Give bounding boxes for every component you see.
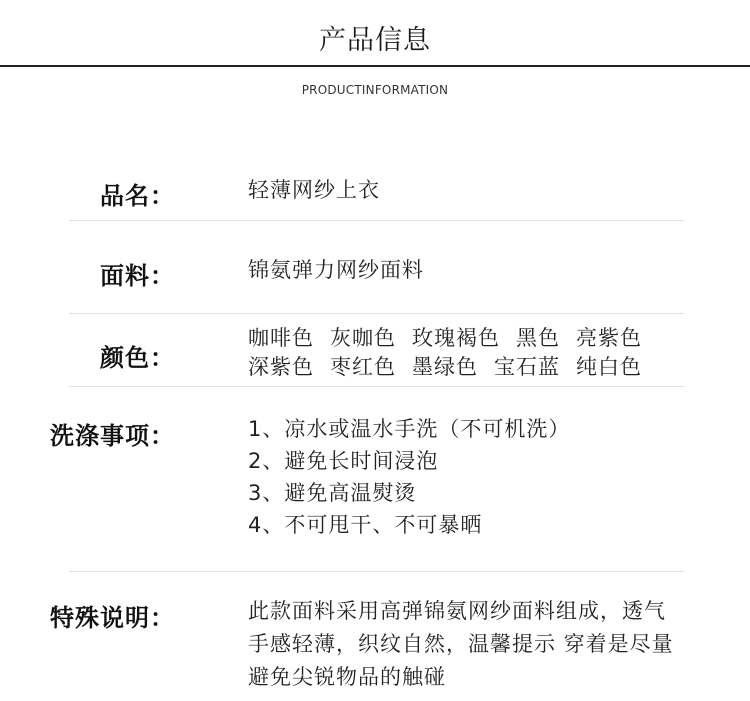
note-label: 特殊说明： bbox=[50, 604, 175, 632]
color-option: 宝石蓝 bbox=[494, 355, 560, 379]
row-divider bbox=[69, 571, 684, 572]
page-subtitle: PRODUCTINFORMATION bbox=[301, 83, 449, 97]
color-option: 玫瑰褐色 bbox=[412, 326, 500, 350]
color-option: 枣红色 bbox=[330, 355, 396, 379]
row-divider bbox=[69, 386, 684, 387]
name-value: 轻薄网纱上衣 bbox=[248, 178, 380, 202]
fabric-label: 面料： bbox=[100, 262, 175, 290]
color-line-2 bbox=[248, 353, 642, 382]
color-option: 纯白色 bbox=[576, 355, 642, 379]
row-divider bbox=[69, 313, 684, 314]
page-title: 产品信息 bbox=[319, 25, 431, 56]
color-option: 黑色 bbox=[516, 326, 560, 350]
note-line: 避免尖锐物品的触碰 bbox=[248, 665, 446, 689]
care-item: 3、避免高温熨烫 bbox=[248, 481, 417, 505]
color-option: 咖啡色 bbox=[248, 326, 314, 350]
care-list bbox=[248, 413, 570, 541]
care-label: 洗涤事项： bbox=[50, 422, 175, 450]
row-divider bbox=[69, 220, 684, 221]
color-option: 墨绿色 bbox=[412, 355, 478, 379]
care-item: 4、不可甩干、不可暴晒 bbox=[248, 513, 483, 537]
fabric-value: 锦氨弹力网纱面料 bbox=[248, 258, 424, 282]
note-line: 手感轻薄，织纹自然，温馨提示 穿着是尽量 bbox=[248, 632, 674, 656]
name-label: 品名： bbox=[100, 182, 175, 210]
title-divider bbox=[0, 65, 750, 67]
color-option: 亮紫色 bbox=[576, 326, 642, 350]
note-text bbox=[248, 595, 708, 694]
color-label: 颜色： bbox=[100, 344, 175, 372]
color-line-1 bbox=[248, 324, 642, 353]
care-item: 2、避免长时间浸泡 bbox=[248, 449, 439, 473]
care-item: 1、凉水或温水手洗（不可机洗） bbox=[248, 417, 571, 441]
color-option: 深紫色 bbox=[248, 355, 314, 379]
color-option: 灰咖色 bbox=[330, 326, 396, 350]
note-line: 此款面料采用高弹锦氨网纱面料组成，透气 bbox=[248, 599, 666, 623]
